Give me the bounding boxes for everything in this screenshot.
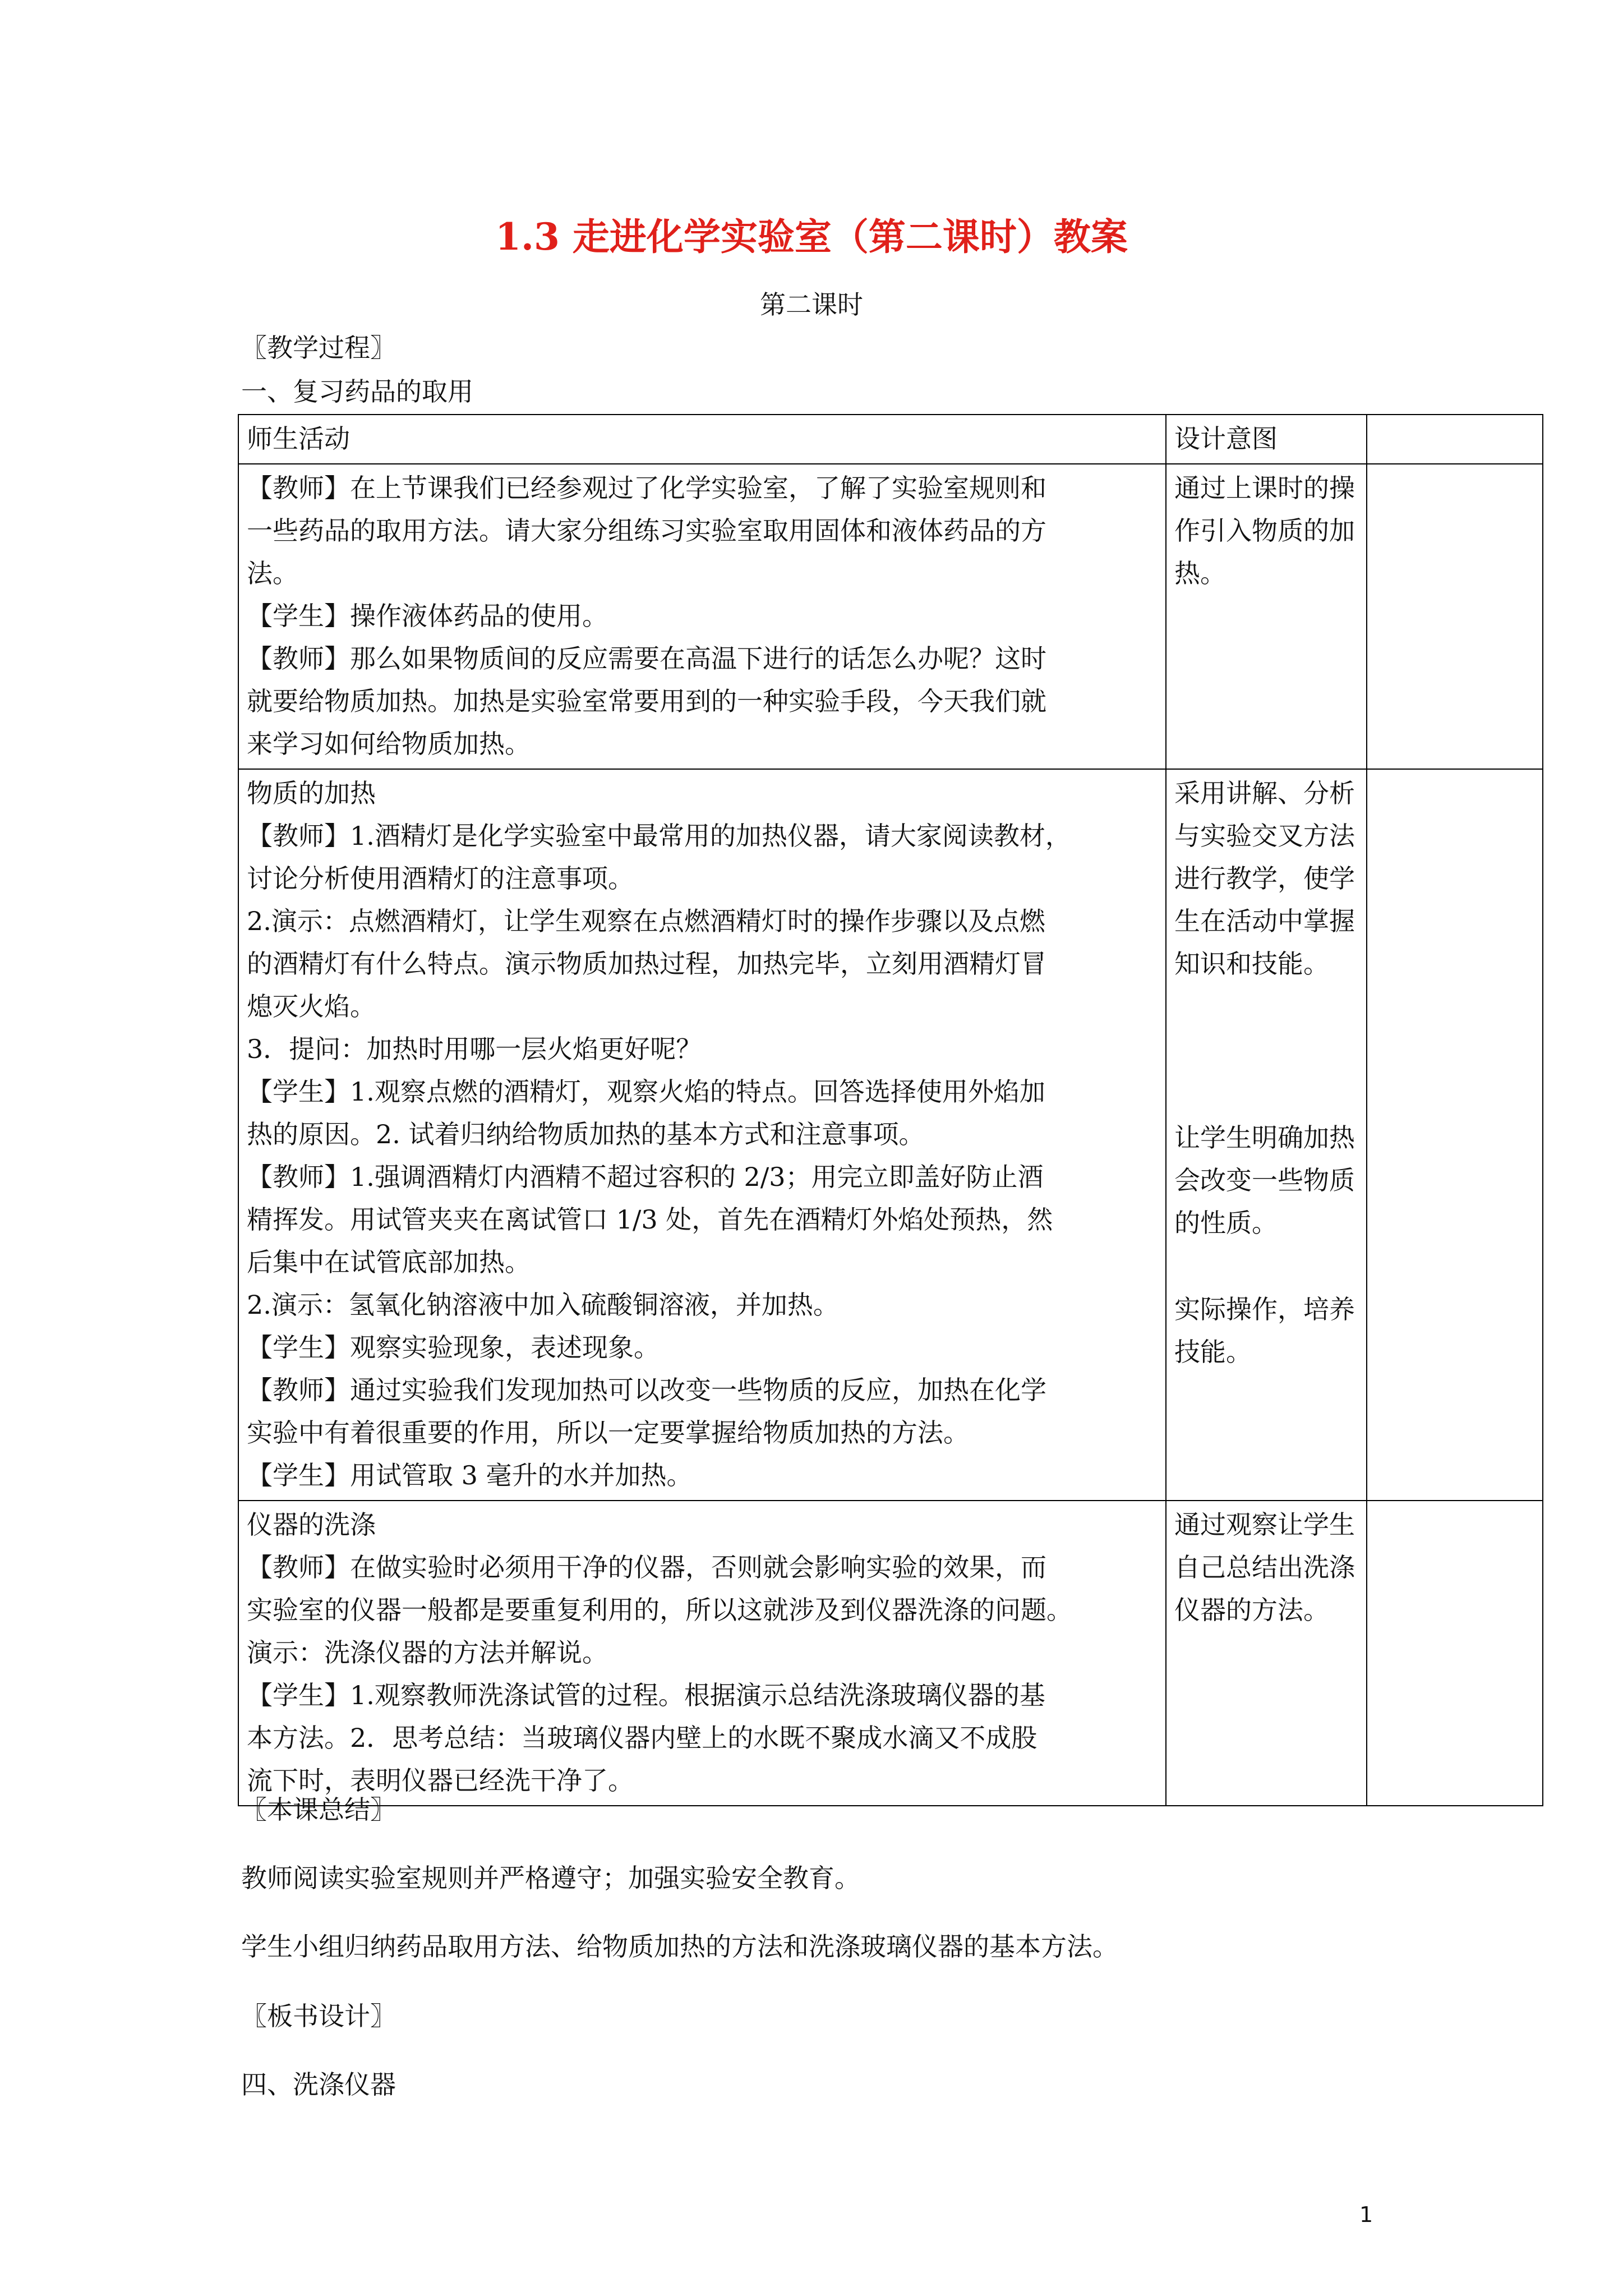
activity-cell [238, 464, 1166, 769]
header-design-intent: 设计意图 [1166, 415, 1367, 464]
intent-cell [1166, 769, 1367, 1501]
intent-cell [1166, 464, 1367, 769]
page-number: 1 [1359, 2202, 1373, 2227]
activity-cell [238, 1501, 1166, 1806]
lesson-table [238, 414, 1543, 1806]
header-activity: 师生活动 [238, 415, 1166, 464]
intent-text: 实际操作，培养技能。 [1174, 1294, 1355, 1367]
activity-line: 【学生】1.观察点燃的酒精灯，观察火焰的特点。回答选择使用外焰加 [247, 1076, 1045, 1107]
activity-line: 熄灭火焰。 [247, 991, 376, 1022]
activity-line: 【学生】观察实验现象，表述现象。 [247, 1332, 660, 1363]
activity-line: 后集中在试管底部加热。 [247, 1247, 531, 1277]
board-design-heading: 〖板书设计〗 [241, 2001, 396, 2031]
activity-line: 法。 [247, 558, 298, 588]
summary-line: 学生小组归纳药品取用方法、给物质加热的方法和洗涤玻璃仪器的基本方法。 [241, 1931, 1118, 1962]
activity-line: 2.演示：氢氧化钠溶液中加入硫酸铜溶液，并加热。 [247, 1290, 839, 1320]
activity-line: 讨论分析使用酒精灯的注意事项。 [247, 863, 634, 894]
activity-line: 物质的加热 [247, 778, 376, 808]
board-design-item: 四、洗涤仪器 [241, 2069, 396, 2100]
activity-line: 【教师】那么如果物质间的反应需要在高温下进行的话怎么办呢？这时 [247, 643, 1046, 674]
activity-line: 【学生】用试管取 3 毫升的水并加热。 [247, 1460, 693, 1490]
table-row [238, 1501, 1543, 1806]
activity-line: 【学生】1.观察教师洗涤试管的过程。根据演示总结洗涤玻璃仪器的基 [247, 1680, 1045, 1710]
activity-line: 【教师】1.酒精灯是化学实验室中最常用的加热仪器，请大家阅读教材， [247, 821, 1071, 851]
header-empty [1367, 415, 1543, 464]
activity-line: 流下时，表明仪器已经洗干净了。 [247, 1765, 634, 1796]
activity-line: 【教师】在上节课我们已经参观过了化学实验室，了解了实验室规则和 [247, 473, 1046, 503]
intent-cell [1166, 1501, 1367, 1806]
summary-heading: 〖本课总结〗 [241, 1795, 396, 1825]
activity-line: 【教师】1.强调酒精灯内酒精不超过容积的 2/3；用完立即盖好防止酒 [247, 1162, 1044, 1192]
activity-line: 【教师】在做实验时必须用干净的仪器，否则就会影响实验的效果，而 [247, 1552, 1046, 1582]
activity-line: 精挥发。用试管夹夹在离试管口 1/3 处，首先在酒精灯外焰处预热，然 [247, 1204, 1053, 1235]
activity-line: 【教师】通过实验我们发现加热可以改变一些物质的反应，加热在化学 [247, 1375, 1046, 1405]
table-row [238, 769, 1543, 1501]
intent-text: 通过上课时的操作引入物质的加热。 [1174, 473, 1355, 588]
activity-line: 的酒精灯有什么特点。演示物质加热过程，加热完毕，立刻用酒精灯冒 [247, 949, 1046, 979]
activity-line: 实验中有着很重要的作用，所以一定要掌握给物质加热的方法。 [247, 1418, 969, 1448]
activity-line: 本方法。2．思考总结：当玻璃仪器内壁上的水既不聚成水滴又不成股 [247, 1723, 1038, 1753]
activity-cell [238, 769, 1166, 1501]
summary-line: 教师阅读实验室规则并严格遵守；加强实验安全教育。 [241, 1863, 860, 1893]
activity-line: 一些药品的取用方法。请大家分组练习实验室取用固体和液体药品的方 [247, 516, 1046, 546]
activity-line: 实验室的仪器一般都是要重复利用的，所以这就涉及到仪器洗涤的问题。 [247, 1595, 1072, 1625]
intent-text: 通过观察让学生自己总结出洗涤仪器的方法。 [1174, 1510, 1355, 1625]
activity-line: 【学生】操作液体药品的使用。 [247, 601, 608, 631]
activity-line: 2.演示：点燃酒精灯，让学生观察在点燃酒精灯时的操作步骤以及点燃 [247, 906, 1045, 936]
activity-line: 3．提问：加热时用哪一层火焰更好呢？ [247, 1034, 702, 1064]
activity-line: 就要给物质加热。加热是实验室常要用到的一种实验手段，今天我们就 [247, 686, 1046, 716]
lesson-subtitle: 第二课时 [760, 289, 863, 320]
activity-line: 来学习如何给物质加热。 [247, 729, 531, 759]
activity-line: 热的原因。2. 试着归纳给物质加热的基本方式和注意事项。 [247, 1119, 925, 1149]
section-teaching-process: 〖教学过程〗 [241, 333, 396, 363]
document-title: 1.3 走进化学实验室（第二课时）教案 [495, 215, 1128, 259]
activity-line: 演示：洗涤仪器的方法并解说。 [247, 1637, 608, 1668]
table-row [238, 464, 1543, 769]
intent-text: 让学生明确加热会改变一些物质的性质。 [1174, 1122, 1355, 1238]
empty-cell [1367, 769, 1543, 1501]
empty-cell [1367, 1501, 1543, 1806]
empty-cell [1367, 464, 1543, 769]
intent-text: 采用讲解、分析与实验交叉方法进行教学，使学生在活动中掌握知识和技能。 [1174, 778, 1355, 979]
section-review-heading: 一、复习药品的取用 [241, 376, 473, 407]
activity-line: 仪器的洗涤 [247, 1510, 376, 1540]
table-header-row [238, 415, 1543, 464]
